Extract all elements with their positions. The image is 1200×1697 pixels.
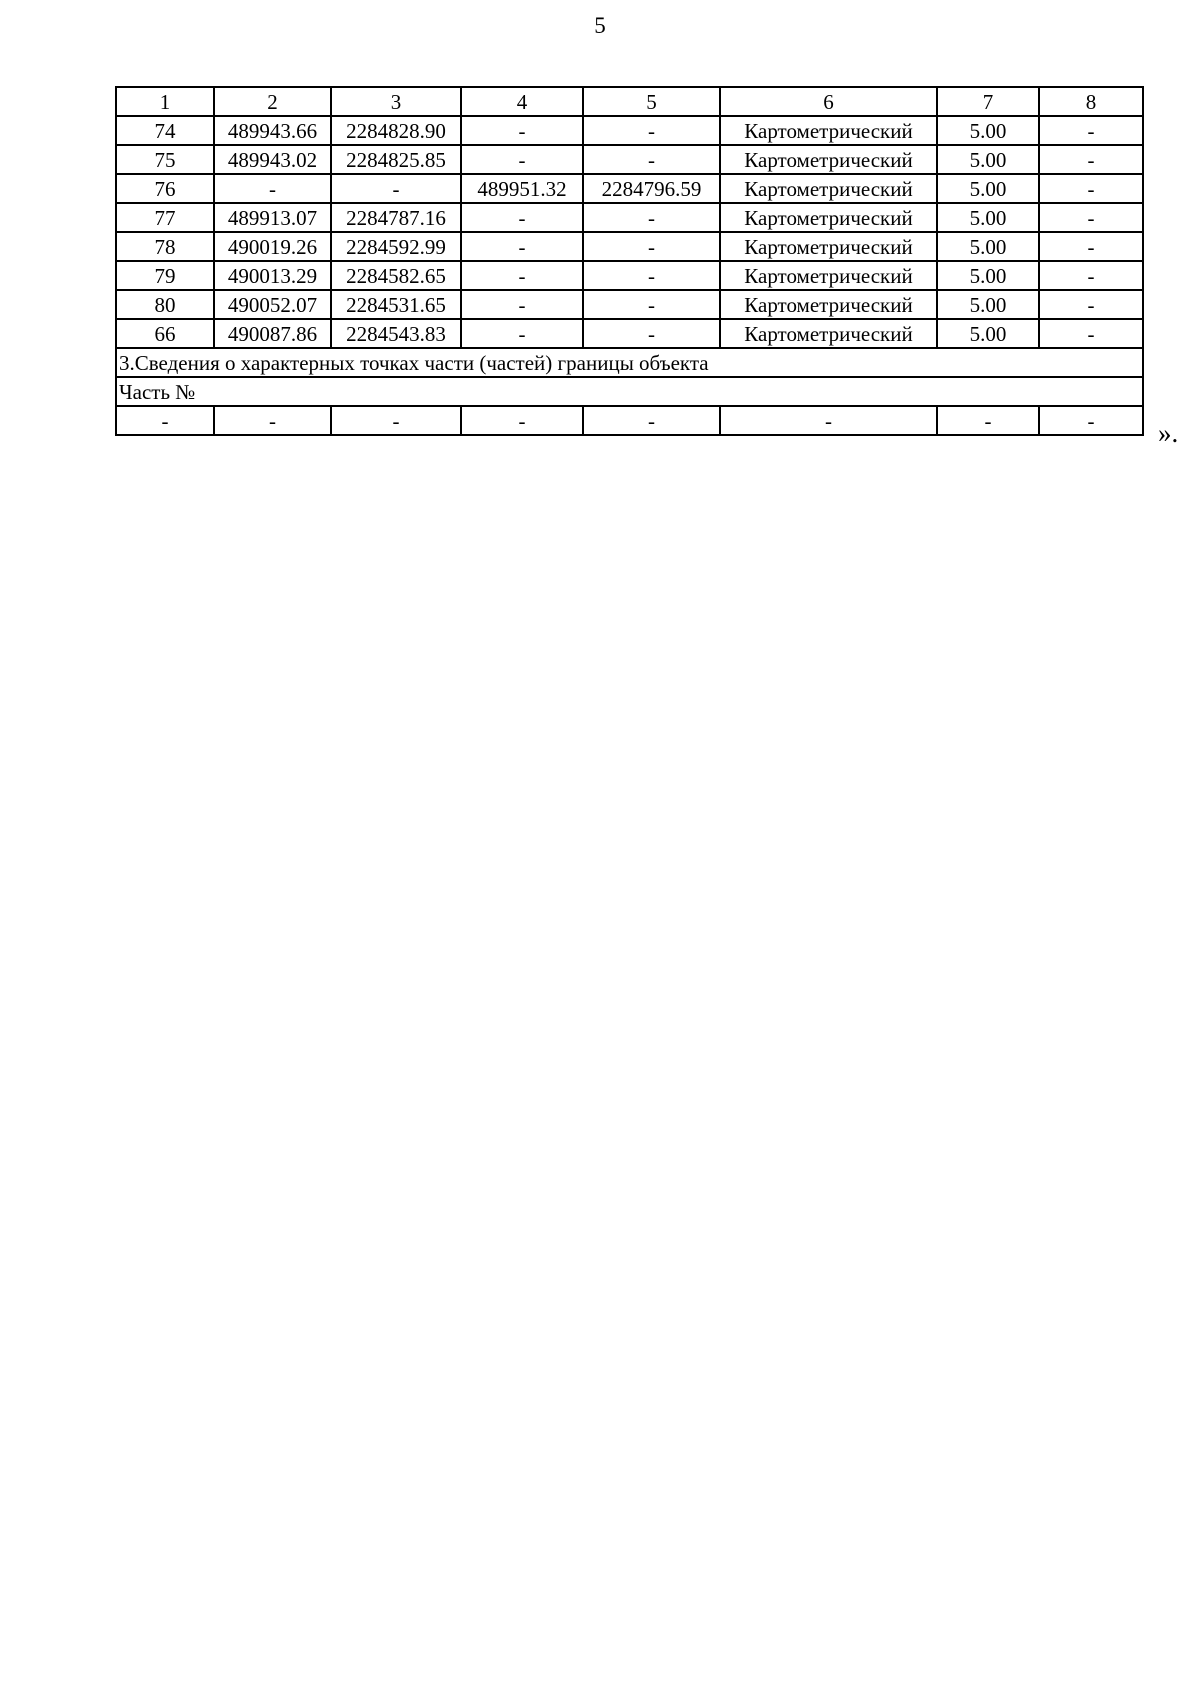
table-cell: - bbox=[116, 406, 214, 435]
table-cell: 2284582.65 bbox=[331, 261, 461, 290]
table-cell: 2284531.65 bbox=[331, 290, 461, 319]
table-cell: 490052.07 bbox=[214, 290, 331, 319]
table-cell: 77 bbox=[116, 203, 214, 232]
table-cell: - bbox=[1039, 116, 1143, 145]
table-row bbox=[116, 203, 1143, 232]
part-label-row bbox=[116, 377, 1143, 406]
closing-quote: ». bbox=[1158, 418, 1179, 448]
table-cell: - bbox=[331, 406, 461, 435]
table-cell: - bbox=[1039, 261, 1143, 290]
table-cell: 2284828.90 bbox=[331, 116, 461, 145]
table-cell: 2284825.85 bbox=[331, 145, 461, 174]
empty-row bbox=[116, 406, 1143, 435]
table-cell: 2284543.83 bbox=[331, 319, 461, 348]
table-cell: - bbox=[461, 319, 583, 348]
table-row bbox=[116, 319, 1143, 348]
table-cell: 489951.32 bbox=[461, 174, 583, 203]
table-cell: 5.00 bbox=[937, 174, 1039, 203]
table-cell: - bbox=[461, 116, 583, 145]
header-row bbox=[116, 87, 1143, 116]
table-cell: - bbox=[461, 145, 583, 174]
section-title-row bbox=[116, 348, 1143, 377]
table-cell: - bbox=[583, 261, 720, 290]
table-cell: Картометрический bbox=[720, 174, 937, 203]
table-cell: - bbox=[583, 116, 720, 145]
page-number: 5 bbox=[594, 13, 606, 38]
table-cell: 5.00 bbox=[937, 290, 1039, 319]
table-cell: Картометрический bbox=[720, 232, 937, 261]
table-row bbox=[116, 290, 1143, 319]
table-cell: Картометрический bbox=[720, 261, 937, 290]
table-cell: 5.00 bbox=[937, 203, 1039, 232]
table-cell: - bbox=[583, 319, 720, 348]
table-cell: - bbox=[583, 232, 720, 261]
header-cell: 7 bbox=[937, 87, 1039, 116]
table-cell: - bbox=[583, 203, 720, 232]
table-row bbox=[116, 232, 1143, 261]
table-cell: - bbox=[461, 406, 583, 435]
table-cell: - bbox=[331, 174, 461, 203]
part-label-row-cell: Часть № bbox=[116, 377, 1143, 406]
table-cell: 490087.86 bbox=[214, 319, 331, 348]
section-title-row-cell: 3.Сведения о характерных точках части (частей) границы объекта bbox=[116, 348, 1143, 377]
table-cell: - bbox=[1039, 145, 1143, 174]
table-cell: 5.00 bbox=[937, 116, 1039, 145]
table-row bbox=[116, 145, 1143, 174]
table-cell: 76 bbox=[116, 174, 214, 203]
table-cell: 489943.02 bbox=[214, 145, 331, 174]
table-cell: - bbox=[1039, 203, 1143, 232]
table-cell: 80 bbox=[116, 290, 214, 319]
header-cell: 3 bbox=[331, 87, 461, 116]
table-row bbox=[116, 174, 1143, 203]
table-cell: - bbox=[937, 406, 1039, 435]
table-cell: 2284796.59 bbox=[583, 174, 720, 203]
table-cell: 5.00 bbox=[937, 261, 1039, 290]
table-cell: 75 bbox=[116, 145, 214, 174]
table-cell: 489943.66 bbox=[214, 116, 331, 145]
table-cell: 74 bbox=[116, 116, 214, 145]
header-cell: 8 bbox=[1039, 87, 1143, 116]
table-cell: - bbox=[583, 145, 720, 174]
table-cell: - bbox=[583, 406, 720, 435]
boundary-points-table bbox=[115, 86, 1144, 436]
table-cell: 489913.07 bbox=[214, 203, 331, 232]
header-cell: 4 bbox=[461, 87, 583, 116]
table-cell: - bbox=[214, 174, 331, 203]
table-cell: Картометрический bbox=[720, 116, 937, 145]
table-cell: Картометрический bbox=[720, 203, 937, 232]
table-cell: 490013.29 bbox=[214, 261, 331, 290]
table-cell: Картометрический bbox=[720, 290, 937, 319]
table-cell: - bbox=[461, 261, 583, 290]
table-cell: - bbox=[461, 290, 583, 319]
table-cell: - bbox=[214, 406, 331, 435]
table-cell: Картометрический bbox=[720, 319, 937, 348]
table-cell: 2284592.99 bbox=[331, 232, 461, 261]
table-body bbox=[116, 87, 1143, 435]
table-cell: - bbox=[1039, 174, 1143, 203]
table-cell: - bbox=[1039, 232, 1143, 261]
table-cell: Картометрический bbox=[720, 145, 937, 174]
header-cell: 5 bbox=[583, 87, 720, 116]
table-cell: 5.00 bbox=[937, 232, 1039, 261]
table-cell: - bbox=[461, 203, 583, 232]
table-row bbox=[116, 116, 1143, 145]
table-cell: 66 bbox=[116, 319, 214, 348]
table-cell: - bbox=[1039, 319, 1143, 348]
table-cell: 2284787.16 bbox=[331, 203, 461, 232]
table-row bbox=[116, 261, 1143, 290]
table-cell: 78 bbox=[116, 232, 214, 261]
table-cell: - bbox=[583, 290, 720, 319]
table-cell: 5.00 bbox=[937, 319, 1039, 348]
table-cell: - bbox=[461, 232, 583, 261]
table-cell: 79 bbox=[116, 261, 214, 290]
header-cell: 6 bbox=[720, 87, 937, 116]
table-cell: - bbox=[720, 406, 937, 435]
header-cell: 1 bbox=[116, 87, 214, 116]
table-cell: - bbox=[1039, 406, 1143, 435]
header-cell: 2 bbox=[214, 87, 331, 116]
table-cell: - bbox=[1039, 290, 1143, 319]
table-cell: 5.00 bbox=[937, 145, 1039, 174]
table-cell: 490019.26 bbox=[214, 232, 331, 261]
